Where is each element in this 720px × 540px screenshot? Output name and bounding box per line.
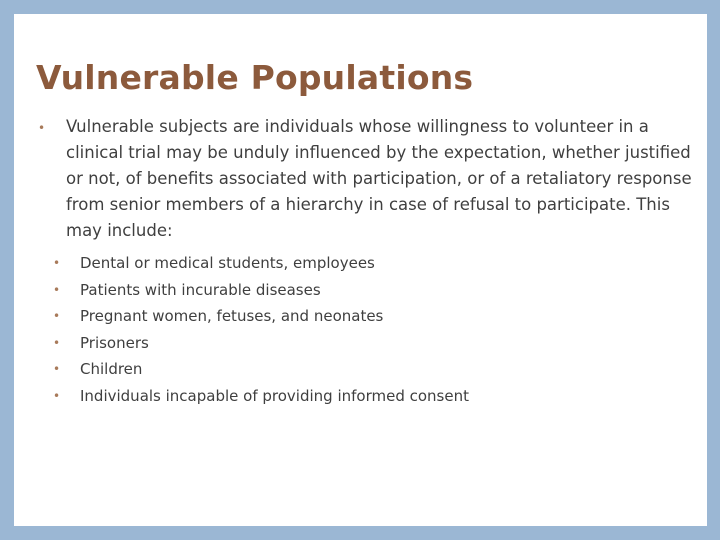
bullet-icon: • xyxy=(53,256,61,270)
sub-bullet-list xyxy=(36,250,696,409)
bullet-icon: • xyxy=(38,121,46,135)
sub-bullet-item xyxy=(36,383,696,410)
slide-canvas xyxy=(14,14,707,526)
sub-bullet-item xyxy=(36,277,696,304)
bullet-icon: • xyxy=(53,282,61,297)
sub-bullet-item xyxy=(36,303,696,330)
sub-bullet-item xyxy=(36,356,696,383)
main-bullet xyxy=(36,114,693,244)
bullet-icon: • xyxy=(53,309,61,323)
sub-bullet-text: Individuals incapable of providing informed consent xyxy=(80,386,469,405)
slide-content xyxy=(36,114,696,409)
sub-bullet-text: Prisoners xyxy=(80,333,149,352)
bullet-icon: • xyxy=(53,335,61,350)
sub-bullet-text: Dental or medical students, employees xyxy=(80,254,375,272)
bullet-icon: • xyxy=(53,388,61,403)
main-bullet-text: Vulnerable subjects are individuals whose willingness to volunteer in a clinical trial may be unduly influenced by the expectation, whether justified or not, of benefits associated with participation, or of a retaliatory response from senior members of a hierarchy in case of refusal to participate. This may include: xyxy=(66,117,692,240)
bullet-icon: • xyxy=(53,362,61,376)
sub-bullet-text: Pregnant women, fetuses, and neonates xyxy=(80,307,384,325)
sub-bullet-item xyxy=(36,250,696,277)
sub-bullet-text: Patients with incurable diseases xyxy=(80,280,321,299)
sub-bullet-item xyxy=(36,330,696,357)
slide-title: Vulnerable Populations xyxy=(36,58,474,97)
sub-bullet-text: Children xyxy=(80,360,143,378)
